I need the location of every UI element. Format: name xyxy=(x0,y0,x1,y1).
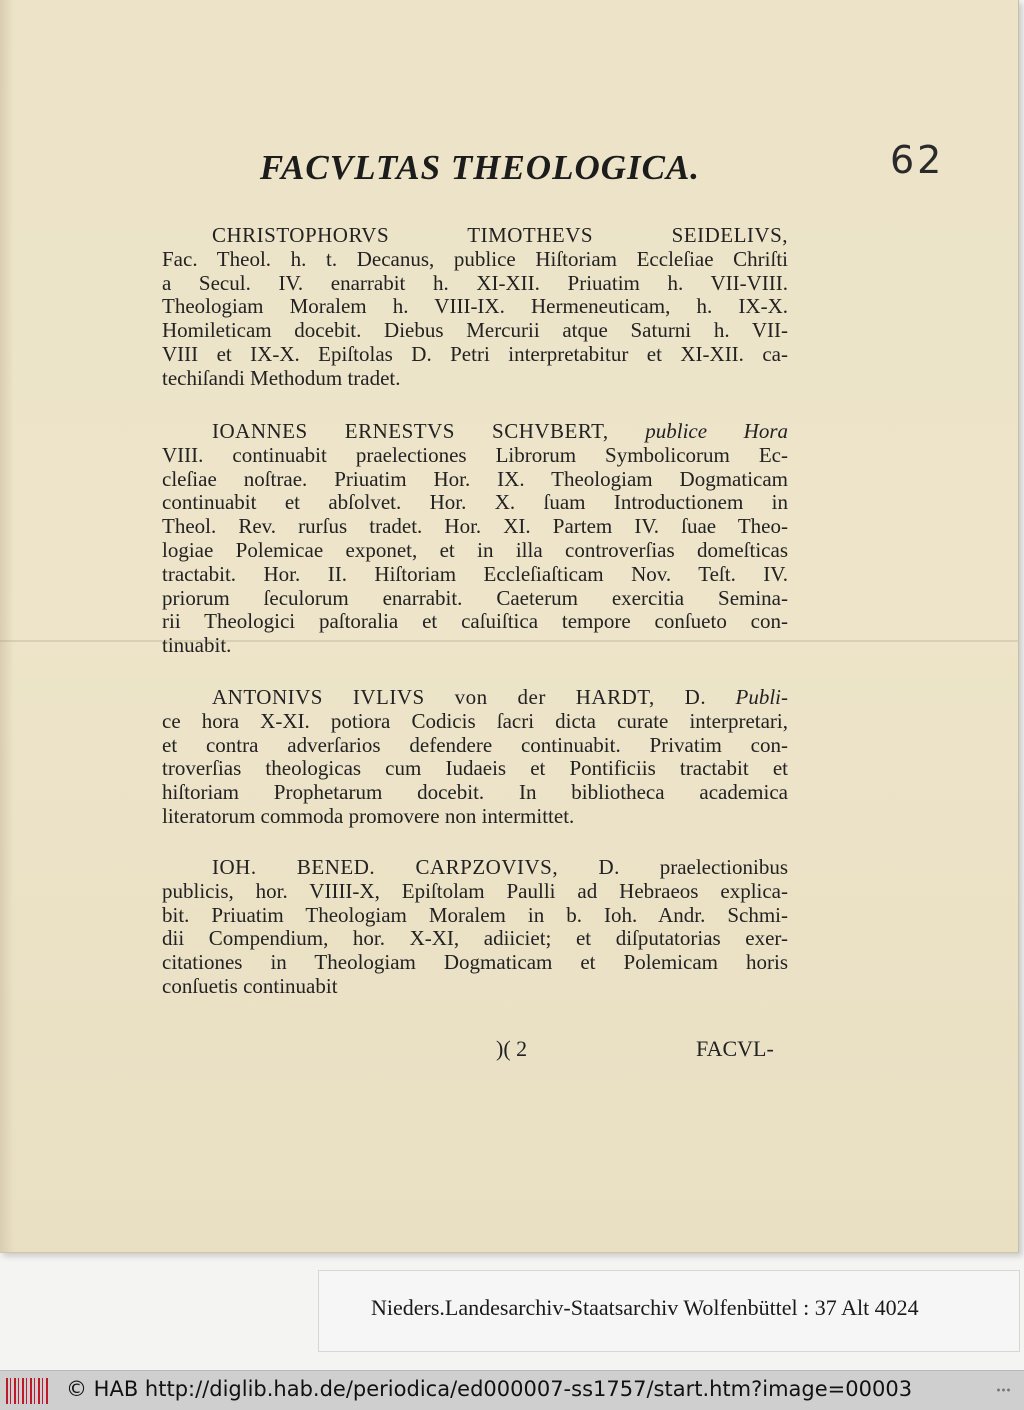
status-bar xyxy=(0,1370,1024,1410)
entry-schubert xyxy=(162,420,788,658)
entry-line: praelectionibus xyxy=(659,855,788,879)
entry-line: ce hora X-XI. potiora Codicis ſacri dicta curate interpretari, xyxy=(162,708,788,733)
entry-hardt xyxy=(162,686,788,829)
entry-line: citationes in Theologiam Dogmaticam et Polemicam horis xyxy=(162,950,788,975)
entry-line: literatorum commoda promovere non intermittet. xyxy=(162,803,575,828)
entry-line: Publi- xyxy=(735,685,789,709)
entry-line: Homileticam docebit. Diebus Mercurii atque Saturni h. VII- xyxy=(162,318,788,343)
entry-line: troverſias theologicas cum Iudaeis et Pontificiis tractabit et xyxy=(162,756,788,781)
menu-dots-icon[interactable] xyxy=(996,1388,1012,1392)
entry-line: Theol. Rev. rurſus tradet. Hor. XI. Partem IV. ſuae Theo- xyxy=(162,514,788,539)
entry-line: logiae Polemicae exponet, et in illa controverſias domeſticas xyxy=(162,537,788,562)
entry-line: tinuabit. xyxy=(162,633,232,658)
entry-line: rii Theologici paſtoralia et caſuiſtica tempore conſueto con- xyxy=(162,609,788,634)
entry-line: bit. Priuatim Theologiam Moralem in b. Ioh. Andr. Schmi- xyxy=(162,902,788,927)
entry-line: et contra adverſarios defendere continuabit. Privatim con- xyxy=(162,732,788,757)
entry-seidelius xyxy=(162,224,788,391)
entry-line: publice Hora xyxy=(645,419,788,443)
entry-line: VIII et IX-X. Epiſtolas D. Petri interpretabitur et XI-XII. ca- xyxy=(162,341,788,366)
entry-line: priorum ſeculorum enarrabit. Caeterum exercitia Semina- xyxy=(162,585,788,610)
entry-line: VIII. continuabit praelectiones Librorum Symbolicorum Ec- xyxy=(162,442,788,467)
source-url[interactable]: © HAB http://diglib.hab.de/periodica/ed000007-ss1757/start.htm?image=00003 xyxy=(66,1377,913,1401)
entry-line: conſuetis continuabit xyxy=(162,973,338,998)
entry-name: IOH. BENED. CARPZOVIVS, D. xyxy=(212,855,620,879)
entry-name: IOANNES ERNESTVS SCHVBERT, xyxy=(212,419,609,443)
page-heading: FACVLTAS THEOLOGICA. xyxy=(259,148,701,187)
entry-line: cleſiae noſtrae. Priuatim Hor. IX. Theologiam Dogmaticam xyxy=(162,466,788,491)
entry-line: dii Compendium, hor. X-XI, adiiciet; et diſputatorias exer- xyxy=(162,926,788,951)
entry-line: a Secul. IV. enarrabit h. XI-XII. Priuatim h. VII-VIII. xyxy=(162,270,788,295)
archive-label-strip xyxy=(318,1270,1020,1352)
archive-label: Nieders.Landesarchiv-Staatsarchiv Wolfenbüttel : 37 Alt 4024 xyxy=(371,1295,919,1320)
entry-carpzovius xyxy=(162,856,788,999)
entry-line: continuabit et abſolvet. Hor. X. ſuam Introductionem in xyxy=(162,490,788,515)
barcode-icon xyxy=(6,1378,48,1404)
catchword: FACVL- xyxy=(696,1036,774,1061)
page-edge-shadow xyxy=(0,0,14,1252)
page-number: 62 xyxy=(890,138,945,182)
entry-line: tractabit. Hor. II. Hiſtoriam Eccleſiaſticam Nov. Teſt. IV. xyxy=(162,561,788,586)
entry-name: CHRISTOPHORVS TIMOTHEVS SEIDELIVS, xyxy=(212,223,788,247)
entry-line: Theologiam Moralem h. VIII-IX. Hermeneuticam, h. IX-X. xyxy=(162,294,788,319)
entry-line: techiſandi Methodum tradet. xyxy=(162,365,401,390)
entry-line: Fac. Theol. h. t. Decanus, publice Hiſtoriam Eccleſiae Chriſti xyxy=(162,246,788,271)
entry-line: hiſtoriam Prophetarum docebit. In bibliotheca academica xyxy=(162,780,788,805)
entry-name: ANTONIVS IVLIVS von der HARDT, D. xyxy=(212,685,707,709)
signature-mark: )( 2 xyxy=(496,1036,528,1061)
entry-line: publicis, hor. VIIII-X, Epiſtolam Paulli ad Hebraeos explica- xyxy=(162,878,788,903)
